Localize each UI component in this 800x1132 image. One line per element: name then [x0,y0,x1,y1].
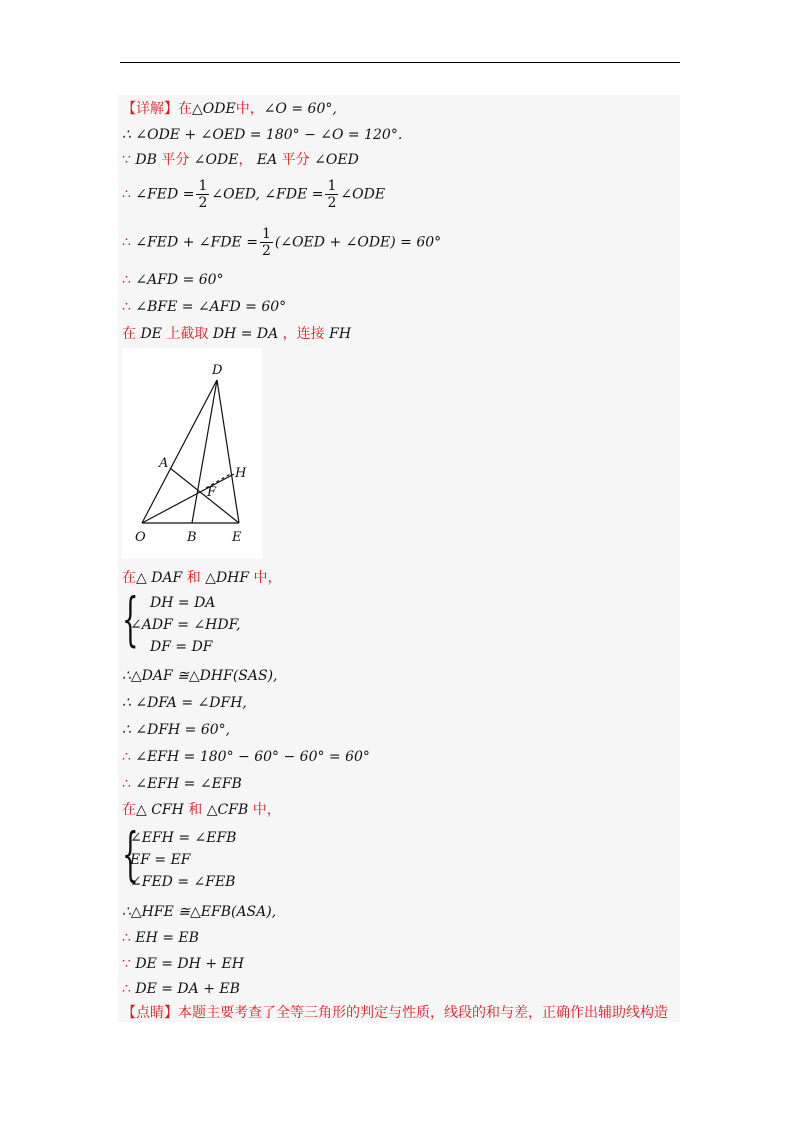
fraction-half: $\frac{1}{2}$ [327,178,337,211]
segment-db [192,380,217,523]
solution-line-1: 【详解】在△ODE中，∠O = 60°, [122,101,337,117]
segment-de [217,380,239,523]
solution-line-13: ∴ ∠EFH = 180° − 60° − 60° = 60° [122,749,370,765]
label-b: B [187,530,197,545]
solution-line-8: 在 DE 上截取 DH = DA ，连接 FH [122,326,352,342]
solution-line-10: ∴△DAF ≅△DHF(SAS), [122,668,278,684]
comment-tag: 【点睛】 [122,1005,178,1021]
solution-line-7: ∴ ∠BFE = ∠AFD = 60° [122,299,287,315]
solution-line-3: ∵ DB 平分 ∠ODE， EA 平分 ∠OED [122,152,359,168]
solution-line-11: ∴ ∠DFA = ∠DFH, [122,695,247,711]
equation-system-1 [122,585,322,660]
solution-line-4: ∴ ∠FED = $\frac{1}{2}$ ∠OED, ∠FDE = $\frac{1}{2}$ ∠ODE [122,178,386,211]
system-row: ∠FED = ∠FEB [130,874,236,890]
solution-line-2: ∴ ∠ODE + ∠OED = 180° − ∠O = 120°. [122,127,403,143]
system-row: ∠EFH = ∠EFB [130,830,237,846]
left-brace: { [122,820,139,888]
solution-line-12: ∴ ∠DFH = 60°, [122,722,231,738]
solution-line-17: ∴ EH = EB [122,930,199,946]
detail-tag: 【详解】 [122,101,178,117]
solution-line-6: ∴ ∠AFD = 60° [122,272,224,288]
label-h: H [235,466,247,481]
label-f: F [207,485,217,500]
label-d: D [212,363,223,378]
fraction-half: $\frac{1}{2}$ [198,178,208,211]
header-rule [120,62,680,63]
solution-line-5: ∴ ∠FED + ∠FDE = $\frac{1}{2}$ (∠OED + ∠ODE) = 60° [122,226,442,259]
system-row: DF = DF [150,639,213,655]
system-row: ∠ADF = ∠HDF, [130,617,241,633]
segment-oh [142,474,234,523]
solution-line-14: ∴ ∠EFH = ∠EFB [122,776,242,792]
fraction-half: $\frac{1}{2}$ [261,226,271,259]
equation-system-2 [122,820,322,895]
system-row: EF = EF [130,852,191,868]
label-e: E [232,530,242,545]
solution-line-15: 在△ CFH 和 △CFB 中， [122,802,281,818]
system-row: DH = DA [150,595,216,611]
solution-line-19: ∴ DE = DA + EB [122,981,240,997]
solution-line-20: 【点睛】本题主要考查了全等三角形的判定与性质，线段的和与差，正确作出辅助线构造 [122,1005,668,1021]
segment-od [142,380,217,523]
left-brace: { [122,585,139,653]
label-o: O [135,530,146,545]
solution-line-18: ∵ DE = DH + EH [122,956,244,972]
solution-line-16: ∴△HFE ≅△EFB(ASA), [122,904,277,920]
geometry-figure [122,348,262,558]
solution-line-9: 在△ DAF 和 △DHF 中， [122,570,282,586]
triangle-diagram [122,348,262,558]
label-a: A [159,456,169,471]
